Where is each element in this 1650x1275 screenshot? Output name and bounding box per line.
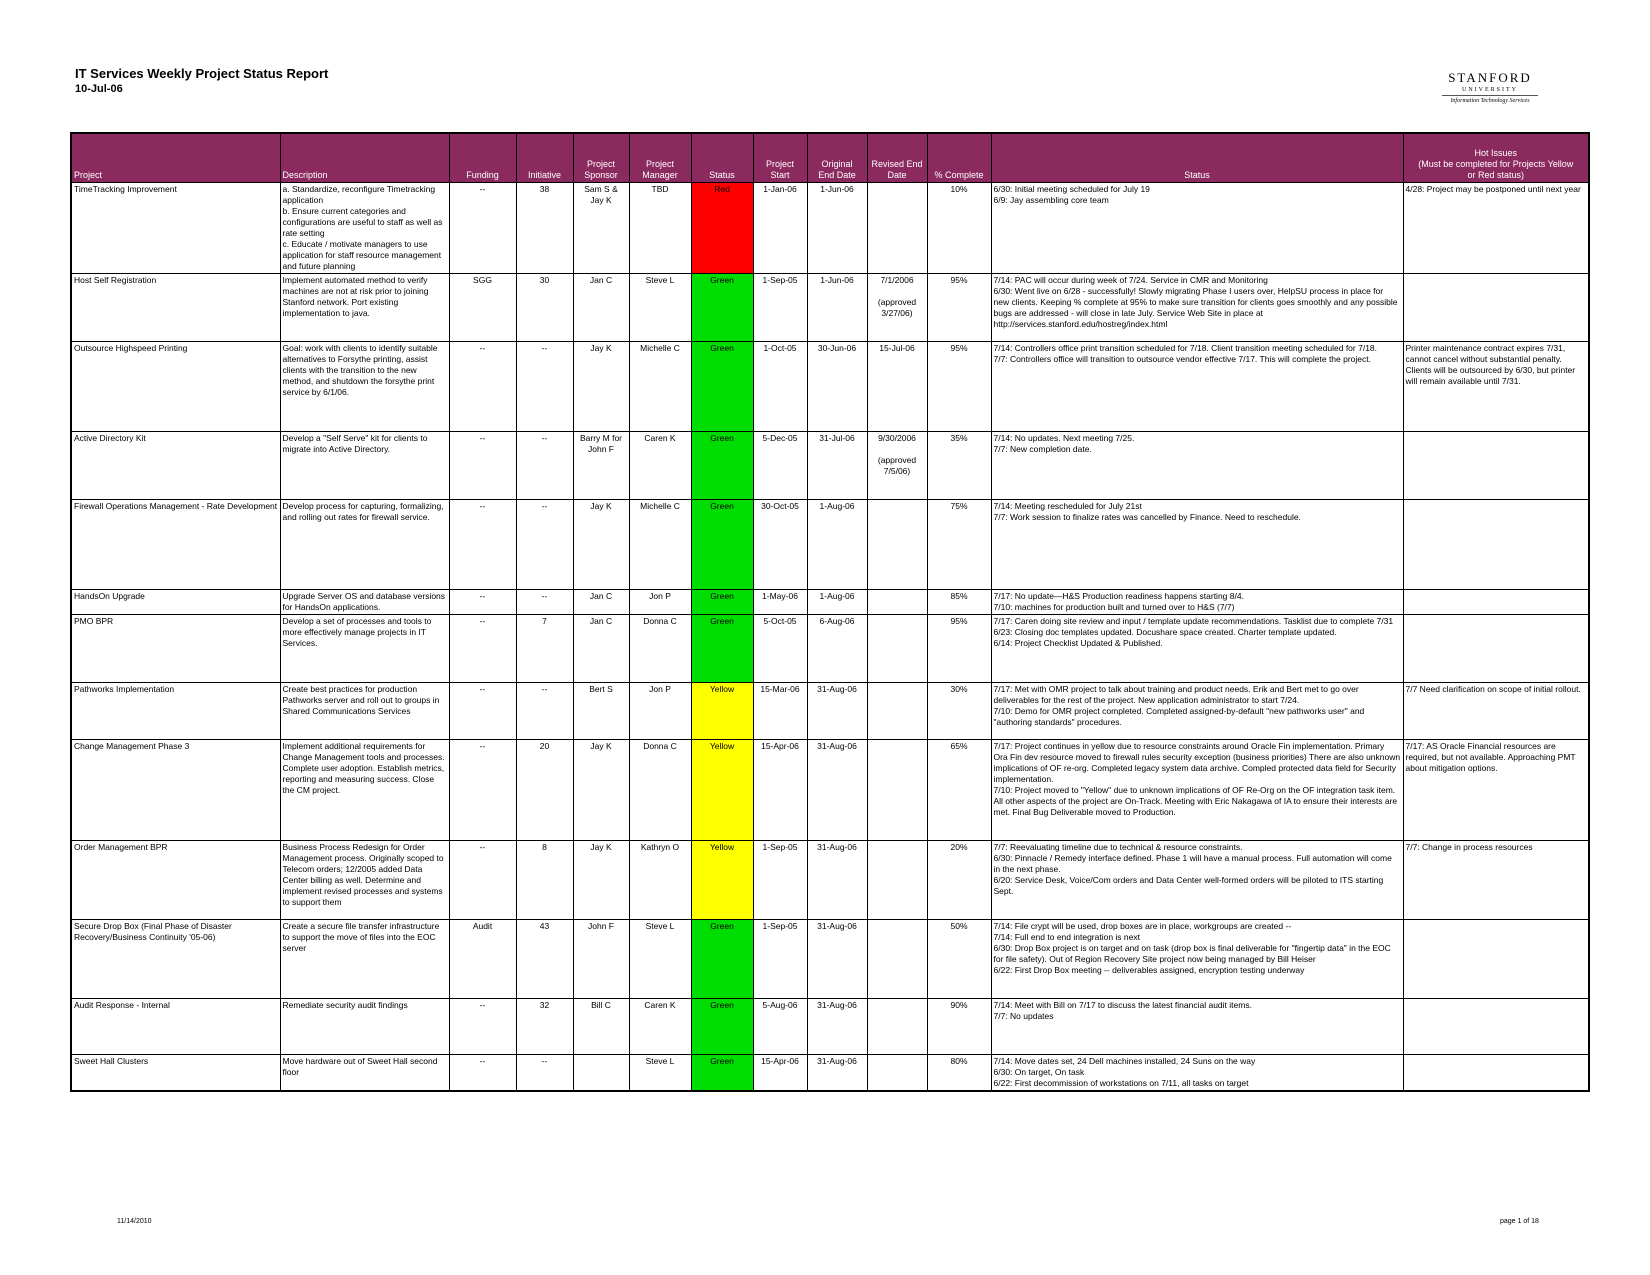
cell-status: Yellow: [691, 740, 753, 841]
cell-status: Yellow: [691, 841, 753, 920]
cell-start: 15-Mar-06: [753, 683, 807, 740]
cell-manager: Donna C: [629, 615, 691, 683]
cell-start: 15-Apr-06: [753, 740, 807, 841]
cell-orig-end: 31-Aug-06: [807, 683, 867, 740]
cell-project: Change Management Phase 3: [71, 740, 280, 841]
cell-project: Sweet Hall Clusters: [71, 1055, 280, 1092]
cell-initiative: 32: [516, 999, 573, 1055]
cell-manager: Michelle C: [629, 342, 691, 432]
col-header-initiative: Initiative: [516, 133, 573, 183]
cell-rev-end: [867, 615, 927, 683]
cell-project: Outsource Highspeed Printing: [71, 342, 280, 432]
cell-status: Green: [691, 999, 753, 1055]
cell-description: a. Standardize, reconfigure Timetracking application b. Ensure current categories and configurations are useful to staff as well as rate setting c. Educate / motivate managers to use application for staff resource management and future planning: [280, 183, 449, 274]
cell-start: 30-Oct-05: [753, 500, 807, 590]
cell-start: 1-Jan-06: [753, 183, 807, 274]
cell-sponsor: Jan C: [573, 274, 629, 342]
cell-orig-end: 31-Aug-06: [807, 1055, 867, 1092]
cell-funding: --: [449, 342, 516, 432]
report-title: IT Services Weekly Project Status Report: [75, 66, 329, 81]
footer-print-date: 11/14/2010: [117, 1218, 152, 1225]
cell-rev-end: 15-Jul-06: [867, 342, 927, 432]
table-row: [71, 615, 1589, 683]
cell-description: Move hardware out of Sweet Hall second floor: [280, 1055, 449, 1092]
cell-rev-end: [867, 920, 927, 999]
cell-status-notes: 7/14: Controllers office print transition scheduled for 7/18. Client transition meeting scheduled for 7/18. 7/7: Controllers office will transition to outsource vendor effective 7/17. This will complete the project.: [991, 342, 1403, 432]
cell-manager: Caren K: [629, 432, 691, 500]
cell-sponsor: Jay K: [573, 500, 629, 590]
cell-rev-end: [867, 500, 927, 590]
cell-pct: 20%: [927, 841, 991, 920]
cell-start: 15-Apr-06: [753, 1055, 807, 1092]
cell-description: Implement automated method to verify machines are not at risk prior to joining Stanford network. Port existing implementation to java.: [280, 274, 449, 342]
cell-project: Pathworks Implementation: [71, 683, 280, 740]
cell-orig-end: 1-Aug-06: [807, 590, 867, 615]
cell-manager: Michelle C: [629, 500, 691, 590]
cell-description: Goal: work with clients to identify suitable alternatives to Forsythe printing, assist clients with the transition to the new method, and shutdown the forsythe print service by 6/1/06.: [280, 342, 449, 432]
cell-pct: 65%: [927, 740, 991, 841]
cell-project: Firewall Operations Management - Rate Development: [71, 500, 280, 590]
cell-hot-issues: [1403, 500, 1589, 590]
cell-pct: 95%: [927, 615, 991, 683]
cell-start: 5-Oct-05: [753, 615, 807, 683]
cell-initiative: --: [516, 432, 573, 500]
cell-status-notes: 7/14: PAC will occur during week of 7/24. Service in CMR and Monitoring 6/30: Went live on 6/28 - successfully! Slowly migrating Phase I users over, HelpSU process in place for new clients. Keeping % complete at 95% to make sure transition for clients goes smoothly and any possible bugs are addressed - will close in late July. Service Web Site in place at http://services.stanford.edu/hostreg/index.html: [991, 274, 1403, 342]
cell-rev-end: [867, 841, 927, 920]
cell-start: 5-Dec-05: [753, 432, 807, 500]
cell-status: Yellow: [691, 683, 753, 740]
cell-description: Create best practices for production Pathworks server and roll out to groups in Shared Communications Services: [280, 683, 449, 740]
table-row: [71, 740, 1589, 841]
cell-hot-issues: 7/7 Need clarification on scope of initial rollout.: [1403, 683, 1589, 740]
table-row: [71, 1055, 1589, 1092]
cell-status: Green: [691, 1055, 753, 1092]
cell-start: 1-Sep-05: [753, 841, 807, 920]
cell-start: 1-May-06: [753, 590, 807, 615]
cell-hot-issues: [1403, 999, 1589, 1055]
cell-project: Active Directory Kit: [71, 432, 280, 500]
cell-pct: 95%: [927, 342, 991, 432]
cell-hot-issues: [1403, 432, 1589, 500]
cell-project: Order Management BPR: [71, 841, 280, 920]
cell-status-notes: 7/14: Meeting rescheduled for July 21st 7/7: Work session to finalize rates was cancelled by Finance. Need to reschedule.: [991, 500, 1403, 590]
col-header-hot-issues: Hot Issues (Must be completed for Projects Yellow or Red status): [1403, 133, 1589, 183]
cell-rev-end: [867, 183, 927, 274]
col-header-status: Status: [691, 133, 753, 183]
cell-orig-end: 6-Aug-06: [807, 615, 867, 683]
cell-pct: 85%: [927, 590, 991, 615]
cell-hot-issues: [1403, 590, 1589, 615]
cell-rev-end: 9/30/2006 (approved 7/5/06): [867, 432, 927, 500]
cell-orig-end: 1-Jun-06: [807, 274, 867, 342]
cell-status-notes: 7/14: Meet with Bill on 7/17 to discuss the latest financial audit items. 7/7: No updates: [991, 999, 1403, 1055]
cell-hot-issues: [1403, 1055, 1589, 1092]
cell-orig-end: 31-Aug-06: [807, 920, 867, 999]
cell-status-notes: 6/30: Initial meeting scheduled for July 19 6/9: Jay assembling core team: [991, 183, 1403, 274]
cell-sponsor: Barry M for John F: [573, 432, 629, 500]
cell-description: Develop process for capturing, formalizing, and rolling out rates for firewall service.: [280, 500, 449, 590]
cell-initiative: 7: [516, 615, 573, 683]
cell-funding: --: [449, 740, 516, 841]
cell-status-notes: 7/17: Met with OMR project to talk about training and product needs. Erik and Bert met to go over deliverables for the rest of the project. New application administrator to start 7/24. 7/10: Demo for OMR project completed. Completed assigned-by-default "new pathworks user" and "authoring standards" procedures.: [991, 683, 1403, 740]
cell-project: Secure Drop Box (Final Phase of Disaster Recovery/Business Continuity '05-06): [71, 920, 280, 999]
cell-status-notes: 7/17: Caren doing site review and input / template update recommendations. Tasklist due to complete 7/31 6/23: Closing doc templates updated. Docushare space created. Charter template updated. 6/14: Project Checklist Updated & Published.: [991, 615, 1403, 683]
cell-funding: --: [449, 432, 516, 500]
cell-initiative: --: [516, 590, 573, 615]
cell-sponsor: Jan C: [573, 590, 629, 615]
cell-status-notes: 7/7: Reevaluating timeline due to technical & resource constraints. 6/30: Pinnacle / Remedy interface defined. Phase 1 will have a manual process. Full automation will come in the next phase. 6/20: Service Desk, Voice/Com orders and Data Center well-formed orders will be piloted to ITS starting Sept.: [991, 841, 1403, 920]
cell-funding: --: [449, 999, 516, 1055]
cell-description: Implement additional requirements for Change Management tools and processes. Complete user adoption. Establish metrics, reporting and measuring success. Close the CM project.: [280, 740, 449, 841]
cell-manager: Jon P: [629, 683, 691, 740]
cell-sponsor: Jay K: [573, 740, 629, 841]
cell-initiative: 43: [516, 920, 573, 999]
col-header-start: Project Start: [753, 133, 807, 183]
col-header-funding: Funding: [449, 133, 516, 183]
cell-project: Host Self Registration: [71, 274, 280, 342]
table-row: [71, 432, 1589, 500]
cell-manager: Donna C: [629, 740, 691, 841]
cell-orig-end: 30-Jun-06: [807, 342, 867, 432]
cell-sponsor: Bill C: [573, 999, 629, 1055]
cell-status-notes: 7/17: Project continues in yellow due to resource constraints around Oracle Fin implementation. Primary Ora Fin dev resource moved to firewall rules security exception (business priorities) There are also unknown implications of OF re-org. Completed legacy system data archive. Compled protected data field for Security implementation. 7/10: Project moved to "Yellow" due to unknown implications of OF Re-Org on the OF integration task item. All other aspects of the project are On-Track. Meeting with Eric Nakagawa of IA to ensure their interests are met. Final Bug Deliverable moved to Production.: [991, 740, 1403, 841]
cell-sponsor: [573, 1055, 629, 1092]
cell-manager: Steve L: [629, 1055, 691, 1092]
cell-pct: 10%: [927, 183, 991, 274]
col-header-description: Description: [280, 133, 449, 183]
cell-funding: --: [449, 1055, 516, 1092]
cell-description: Remediate security audit findings: [280, 999, 449, 1055]
cell-status-notes: 7/14: File crypt will be used, drop boxes are in place, workgroups are created -- 7/14: Full end to end integration is next 6/30: Drop Box project is on target and on task (drop box is final deliverable for "fingertip data" in the EOC for file safety). Out of Region Recovery Site project now being managed by Bill Heiser 6/22: First Drop Box meeting -- deliverables assigned, encryption testing underway: [991, 920, 1403, 999]
cell-funding: --: [449, 500, 516, 590]
col-header-status-notes: Status: [991, 133, 1403, 183]
header-row: [71, 133, 1589, 183]
cell-status: Red: [691, 183, 753, 274]
cell-initiative: 20: [516, 740, 573, 841]
cell-hot-issues: 7/7: Change in process resources: [1403, 841, 1589, 920]
cell-funding: --: [449, 683, 516, 740]
cell-orig-end: 1-Aug-06: [807, 500, 867, 590]
cell-funding: --: [449, 590, 516, 615]
cell-initiative: --: [516, 1055, 573, 1092]
cell-initiative: 30: [516, 274, 573, 342]
cell-hot-issues: [1403, 920, 1589, 999]
table-row: [71, 274, 1589, 342]
cell-initiative: --: [516, 683, 573, 740]
cell-status: Green: [691, 432, 753, 500]
cell-status: Green: [691, 500, 753, 590]
cell-description: Upgrade Server OS and database versions for HandsOn applications.: [280, 590, 449, 615]
col-header-pct: % Complete: [927, 133, 991, 183]
cell-rev-end: [867, 999, 927, 1055]
cell-rev-end: [867, 590, 927, 615]
cell-status: Green: [691, 274, 753, 342]
col-header-orig-end: Original End Date: [807, 133, 867, 183]
table-row: [71, 920, 1589, 999]
cell-pct: 90%: [927, 999, 991, 1055]
cell-rev-end: 7/1/2006 (approved 3/27/06): [867, 274, 927, 342]
cell-description: Develop a "Self Serve" kit for clients to migrate into Active Directory.: [280, 432, 449, 500]
cell-project: HandsOn Upgrade: [71, 590, 280, 615]
table-row: [71, 999, 1589, 1055]
cell-description: Develop a set of processes and tools to more effectively manage projects in IT Services.: [280, 615, 449, 683]
cell-pct: 95%: [927, 274, 991, 342]
cell-status: Green: [691, 590, 753, 615]
cell-sponsor: Sam S & Jay K: [573, 183, 629, 274]
cell-project: PMO BPR: [71, 615, 280, 683]
cell-status-notes: 7/17: No update—H&S Production readiness happens starting 8/4. 7/10: machines for production built and turned over to H&S (7/7): [991, 590, 1403, 615]
cell-start: 1-Sep-05: [753, 920, 807, 999]
cell-pct: 35%: [927, 432, 991, 500]
cell-project: TimeTracking Improvement: [71, 183, 280, 274]
cell-status-notes: 7/14: No updates. Next meeting 7/25. 7/7: New completion date.: [991, 432, 1403, 500]
cell-hot-issues: Printer maintenance contract expires 7/31, cannot cancel without substantial penalty. Clients will be outsourced by 6/30, but printer will remain available until 7/31.: [1403, 342, 1589, 432]
status-table: [70, 132, 1590, 1092]
cell-manager: TBD: [629, 183, 691, 274]
col-header-sponsor: Project Sponsor: [573, 133, 629, 183]
cell-sponsor: Bert S: [573, 683, 629, 740]
cell-sponsor: Jan C: [573, 615, 629, 683]
cell-start: 5-Aug-06: [753, 999, 807, 1055]
table-row: [71, 590, 1589, 615]
table-row: [71, 342, 1589, 432]
cell-orig-end: 31-Aug-06: [807, 999, 867, 1055]
cell-pct: 30%: [927, 683, 991, 740]
cell-orig-end: 31-Jul-06: [807, 432, 867, 500]
cell-rev-end: [867, 740, 927, 841]
cell-status: Green: [691, 920, 753, 999]
col-header-project: Project: [71, 133, 280, 183]
cell-status: Green: [691, 342, 753, 432]
cell-funding: --: [449, 841, 516, 920]
cell-manager: Steve L: [629, 274, 691, 342]
cell-manager: Steve L: [629, 920, 691, 999]
cell-project: Audit Response - Internal: [71, 999, 280, 1055]
cell-initiative: 38: [516, 183, 573, 274]
cell-rev-end: [867, 683, 927, 740]
cell-pct: 50%: [927, 920, 991, 999]
logo-dept: Information Technology Services: [1450, 98, 1530, 104]
report-date: 10-Jul-06: [75, 83, 123, 95]
col-header-rev-end: Revised End Date: [867, 133, 927, 183]
cell-description: Create a secure file transfer infrastructure to support the move of files into the EOC server: [280, 920, 449, 999]
cell-manager: Jon P: [629, 590, 691, 615]
cell-pct: 75%: [927, 500, 991, 590]
cell-orig-end: 31-Aug-06: [807, 740, 867, 841]
cell-hot-issues: 4/28: Project may be postponed until next year: [1403, 183, 1589, 274]
cell-orig-end: 1-Jun-06: [807, 183, 867, 274]
logo-divider: [1442, 95, 1538, 96]
cell-orig-end: 31-Aug-06: [807, 841, 867, 920]
logo-subname: UNIVERSITY: [1462, 87, 1518, 93]
cell-sponsor: Jay K: [573, 841, 629, 920]
cell-description: Business Process Redesign for Order Management process. Originally scoped to Telecom orders; 12/2005 added Data Center billing as well. Determine and implement revised processes and systems to support them: [280, 841, 449, 920]
cell-start: 1-Sep-05: [753, 274, 807, 342]
col-header-manager: Project Manager: [629, 133, 691, 183]
cell-initiative: --: [516, 342, 573, 432]
cell-sponsor: Jay K: [573, 342, 629, 432]
cell-status-notes: 7/14: Move dates set, 24 Dell machines installed, 24 Suns on the way 6/30: On target, On task 6/22: First decommission of workstations on 7/11, all tasks on target: [991, 1055, 1403, 1092]
cell-sponsor: John F: [573, 920, 629, 999]
cell-funding: SGG: [449, 274, 516, 342]
cell-pct: 80%: [927, 1055, 991, 1092]
cell-rev-end: [867, 1055, 927, 1092]
cell-initiative: --: [516, 500, 573, 590]
cell-hot-issues: 7/17: AS Oracle Financial resources are required, but not available. Approaching PMT about mitigation options.: [1403, 740, 1589, 841]
logo-name: STANFORD: [1448, 70, 1532, 85]
table-row: [71, 500, 1589, 590]
cell-start: 1-Oct-05: [753, 342, 807, 432]
table-row: [71, 183, 1589, 274]
cell-funding: --: [449, 615, 516, 683]
cell-funding: Audit: [449, 920, 516, 999]
footer-page-number: page 1 of 18: [1500, 1218, 1539, 1225]
cell-hot-issues: [1403, 274, 1589, 342]
cell-initiative: 8: [516, 841, 573, 920]
table-row: [71, 683, 1589, 740]
cell-status: Green: [691, 615, 753, 683]
cell-manager: Kathryn O: [629, 841, 691, 920]
stanford-logo: [1420, 70, 1560, 104]
cell-hot-issues: [1403, 615, 1589, 683]
cell-manager: Caren K: [629, 999, 691, 1055]
cell-funding: --: [449, 183, 516, 274]
table-row: [71, 841, 1589, 920]
